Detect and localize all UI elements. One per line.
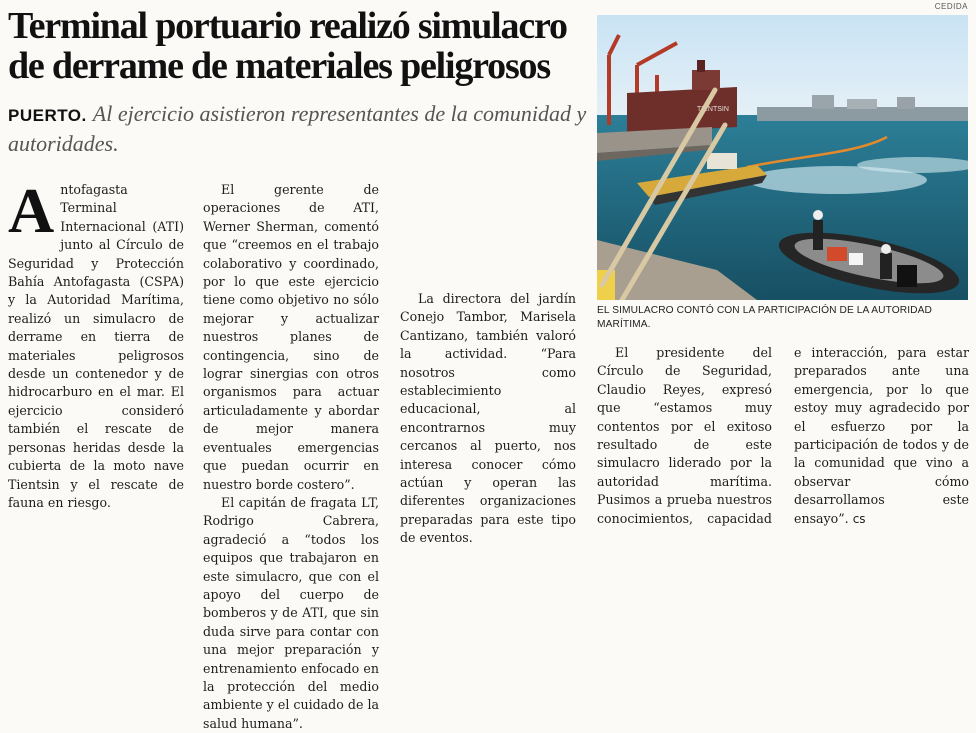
far-shore <box>757 107 968 121</box>
news-photo <box>597 15 968 300</box>
paragraph-cantizano: La directora del jardín Conejo Tambor, Marisela Cantizano, también valoró la actividad. “Para nosotros como establecimiento educacional, al encontrarnos muy cercanos al puerto, nos interesa conocer cómo actúan y operan las diferentes organizaciones preparadas para este tipo de eventos. <box>400 291 576 546</box>
paragraph-reyes: El presidente del Círculo de Seguridad, Claudio Reyes, expresó que “estamos muy contentos por el exitoso resultado de este simulacro liderado por la autoridad marítima. Pusimos a prueba nuestros conocimientos, capacidad e interacción, para estar preparados ante una emergencia, por lo que estoy muy agradecido por el esfuerzo por la participación de todos y de la comunidad que vino a observar cómo desarrollamos este ensayo”. <box>597 345 969 526</box>
article-column-3 <box>400 290 576 548</box>
end-mark-icon: cs <box>852 511 866 526</box>
article-column-1 <box>8 175 184 512</box>
article-column-2 <box>203 181 379 733</box>
photo-caption: EL SIMULACRO CONTÓ CON LA PARTICIPACIÓN DE LA AUTORIDAD MARÍTIMA. <box>597 305 932 330</box>
photo-credit: CEDIDA <box>934 2 968 11</box>
deck: Al ejercicio asistieron representantes de la comunidad y autoridades. <box>8 101 587 156</box>
headline: Terminal portuario realizó simulacro de derrame de materiales peligrosos <box>8 5 567 87</box>
subheadline <box>8 100 588 158</box>
ship-name-label: TIENTSIN <box>697 106 729 113</box>
article-column-4 <box>597 344 969 528</box>
kicker: PUERTO. <box>8 106 87 125</box>
drop-cap: A <box>8 175 55 246</box>
paragraph-cabrera: El capitán de fragata LT, Rodrigo Cabrera, agradeció a “todos los equipos que trabajaron en este simulacro, que con el apoyo del cuerpo de bomberos y de ATI, que sin duda sirve para contar con una mejor preparación y entrenamiento enfocado en la protección del medio ambiente y el cuidado de la salud humana”. <box>203 494 379 731</box>
paragraph-sherman: El gerente de operaciones de ATI, Werner Sherman, comentó que “creemos en el trabajo colaborativo y coordinado, por lo que este ejercicio tiene como objetivo no sólo mejorar y actualizar nuestros planes de contingencia, sino de lograr sinergias con otros organismos para actuar articuladamente y abordar de mejor manera eventuales emergencias que puedan ocurrir en nuestro borde costero”. <box>203 182 379 492</box>
paragraph-intro: ntofagasta Terminal Internacional (ATI) junto al Círculo de Seguridad y Protección Bahía Antofagasta (CSPA) y la Autoridad Marítima, realizó un simulacro de derrame en tierra de materiales peligrosos desde un contenedor y de hidrocarburo en el mar. El ejercicio consideró también el rescate de personas heridas desde la cubierta de la moto nave Tientsin y el rescate de fauna en riesgo. <box>8 182 184 510</box>
